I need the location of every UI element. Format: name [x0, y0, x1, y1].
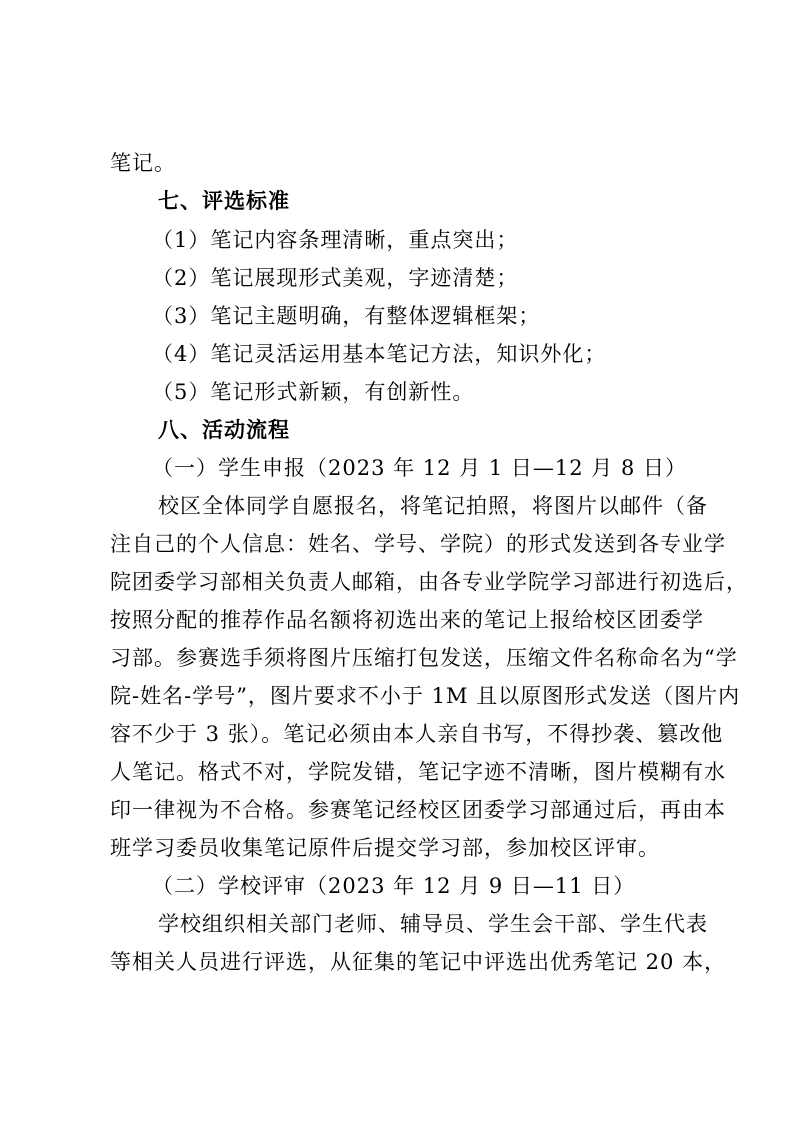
- paragraph-line: 院团委学习部相关负责人邮箱，由各专业学院学习部进行初选后，: [110, 570, 748, 594]
- paragraph-line: 按照分配的推荐作品名额将初选出来的笔记上报给校区团委学: [110, 608, 704, 632]
- subsection-heading-review: （二）学校评审（2023 年 12 月 9 日—11 日）: [152, 874, 636, 898]
- criteria-item-2: （2）笔记展现形式美观，字迹清楚；: [152, 266, 519, 290]
- section-heading-process: 八、活动流程: [158, 417, 290, 442]
- criteria-item-1: （1）笔记内容条理清晰，重点突出；: [152, 228, 519, 252]
- criteria-item-4: （4）笔记灵活运用基本笔记方法，知识外化；: [152, 342, 607, 366]
- paragraph-line: 校区全体同学自愿报名，将笔记拍照，将图片以邮件（备: [158, 494, 708, 518]
- criteria-item-3: （3）笔记主题明确，有整体逻辑框架；: [152, 304, 541, 328]
- paragraph-line: 学校组织相关部门老师、辅导员、学生会干部、学生代表: [158, 912, 708, 936]
- paragraph-line: 等相关人员进行评选，从征集的笔记中评选出优秀笔记 20 本，: [110, 950, 727, 974]
- paragraph-line: 印一律视为不合格。参赛笔记经校区团委学习部通过后，再由本: [110, 798, 726, 822]
- criteria-item-5: （5）笔记形式新颖，有创新性。: [152, 380, 475, 404]
- paragraph-line: 人笔记。格式不对，学院发错，笔记字迹不清晰，图片模糊有水: [110, 760, 726, 784]
- paragraph-line: 院-姓名-学号”，图片要求不小于 1M 且以原图形式发送（图片内: [110, 684, 741, 708]
- paragraph-line: 容不少于 3 张）。笔记必须由本人亲自书写，不得抄袭、篡改他: [110, 722, 724, 746]
- paragraph-continuation: 笔记。: [110, 151, 176, 175]
- paragraph-line: 习部。参赛选手须将图片压缩打包发送，压缩文件名称命名为“学: [110, 646, 738, 670]
- paragraph-line: 注自己的个人信息：姓名、学号、学院）的形式发送到各专业学: [110, 532, 726, 556]
- section-heading-criteria: 七、评选标准: [158, 188, 290, 213]
- paragraph-line: 班学习委员收集笔记原件后提交学习部，参加校区评审。: [110, 836, 660, 860]
- subsection-heading-application: （一）学生申报（2023 年 12 月 1 日—12 月 8 日）: [152, 456, 688, 480]
